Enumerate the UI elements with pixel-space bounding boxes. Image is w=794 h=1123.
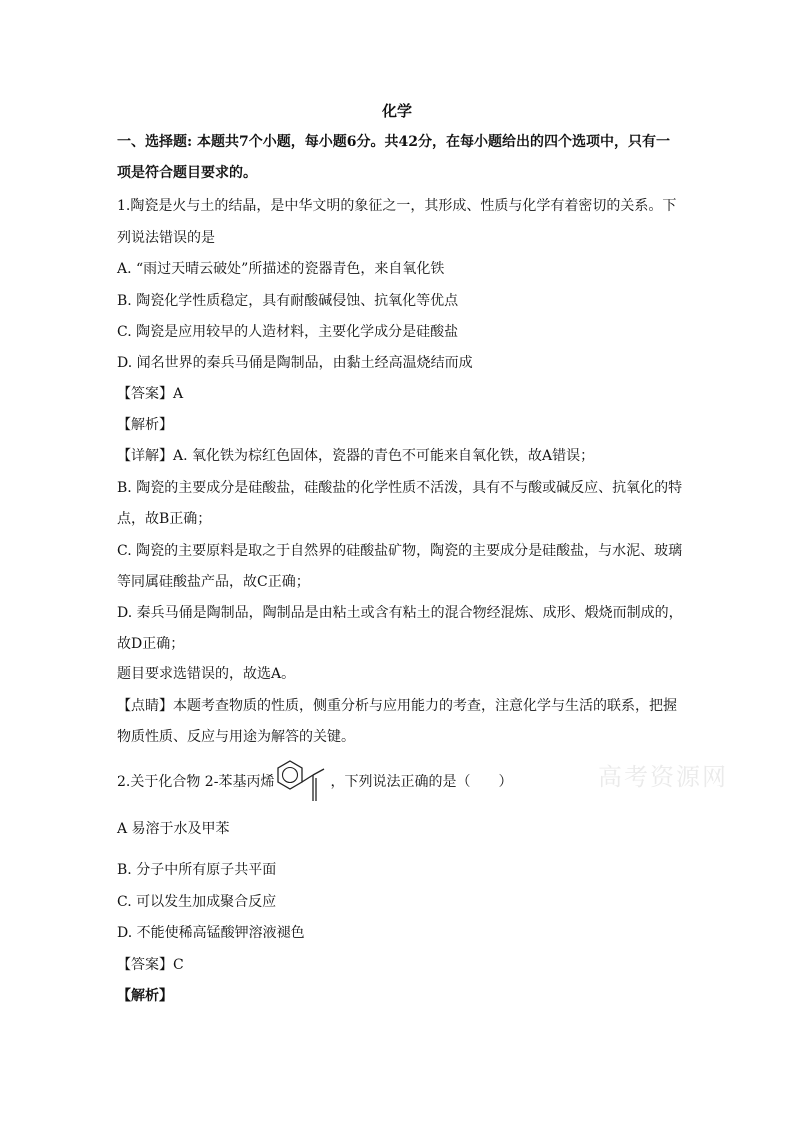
question-1-detail-line: 点，故B正确； — [117, 511, 212, 527]
question-1-option-b: B. 陶瓷化学性质稳定，具有耐酸碱侵蚀、抗氧化等优点 — [117, 293, 459, 309]
question-1-stem-line-1: 1.陶瓷是火与土的结晶，是中华文明的象征之一，其形成、性质与化学有着密切的关系。下 — [117, 198, 677, 214]
question-1-point-line-2: 物质性质、反应与用途为解答的关键。 — [117, 729, 355, 745]
section-heading-line-2: 项是符合题目要求的。 — [117, 165, 257, 181]
question-1-option-c: C. 陶瓷是应用较早的人造材料，主要化学成分是硅酸盐 — [117, 324, 459, 340]
question-1-option-d: D. 闻名世界的秦兵马俑是陶制品，由黏土经高温烧结而成 — [117, 355, 473, 371]
question-2-stem-after: ，下列说法正确的是（ ） — [330, 774, 513, 790]
question-2-option-a: A 易溶于水及甲苯 — [117, 821, 230, 837]
question-1-option-a: A. “雨过天晴云破处”所描述的瓷器青色，来自氧化铁 — [117, 261, 445, 277]
question-2-option-d: D. 不能使稀高锰酸钾溶液褪色 — [117, 925, 305, 941]
question-1-answer: 【答案】A — [117, 386, 184, 402]
question-2-option-c: C. 可以发生加成聚合反应 — [117, 894, 277, 910]
question-1-detail-line: B. 陶瓷的主要成分是硅酸盐，硅酸盐的化学性质不活泼，具有不与酸或碱反应、抗氧化的特 — [117, 480, 683, 496]
question-2-answer: 【答案】C — [117, 957, 184, 973]
question-2-stem-before: 2.关于化合物 2-苯基丙烯 — [117, 774, 275, 790]
question-1-detail-line: 故D正确； — [117, 636, 185, 652]
question-1-analysis-label: 【解析】 — [117, 417, 173, 433]
question-2-option-b: B. 分子中所有原子共平面 — [117, 862, 277, 878]
2-phenylpropene-structure-icon — [276, 757, 328, 807]
question-1-stem-line-2: 列说法错误的是 — [117, 230, 215, 246]
question-2-analysis-label: 【解析】 — [117, 988, 173, 1004]
question-1-point-line-1: 【点睛】本题考查物质的性质，侧重分析与应用能力的考查，注意化学与生活的联系，把握 — [117, 698, 677, 714]
page-title: 化学 — [381, 102, 412, 120]
question-1-detail-line: 题目要求选错误的，故选A。 — [117, 666, 296, 682]
section-heading-line-1: 一、选择题: 本题共7个小题，每小题6分。共42分，在每小题给出的四个选项中，只有一 — [117, 134, 671, 150]
question-1-detail-line: 等同属硅酸盐产品，故C正确； — [117, 574, 310, 590]
watermark: 高考资源网 — [598, 763, 728, 791]
question-1-detail-line: 【详解】A. 氧化铁为棕红色固体，瓷器的青色不可能来自氧化铁，故A错误； — [117, 448, 595, 464]
question-1-detail-line: C. 陶瓷的主要原料是取之于自然界的硅酸盐矿物，陶瓷的主要成分是硅酸盐，与水泥、玻璃 — [117, 543, 683, 559]
question-1-detail-line: D. 秦兵马俑是陶制品，陶制品是由粘土或含有粘土的混合物经混炼、成形、煅烧而制成的， — [117, 605, 683, 621]
